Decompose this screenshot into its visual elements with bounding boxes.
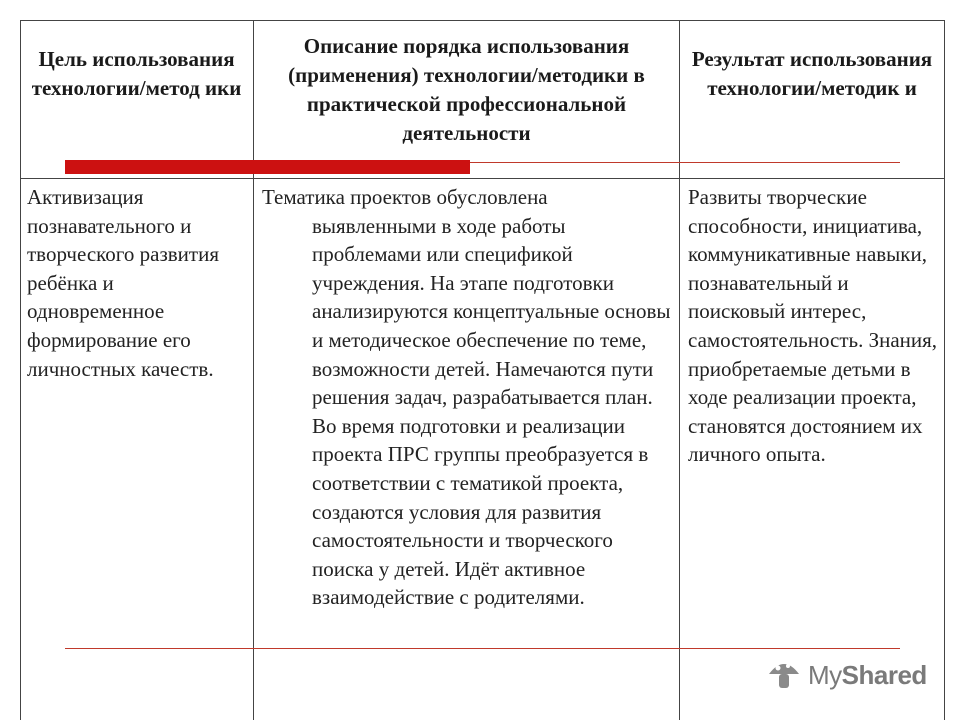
watermark-text: MyShared — [808, 659, 927, 690]
cell-description: Тематика проектов обусловлена выявленными в ходе работы проблемами или спецификой учреждения. На этапе подготовки анализируются концептуальные основы и методическое обеспечение по теме, возможности детей. Намечаются пути решения задач, разрабатывается план. Во время подготовки и реализации проекта ПРС группы преобразуется в соответствии с тематикой проекта, создаются условия для развития самостоятельности и творческого поиска у детей. Идёт активное взаимодействие с родителями. — [262, 185, 671, 610]
mysharred-watermark — [766, 655, 927, 695]
header-goal: Цель использования технологии/метод ики — [31, 47, 242, 100]
table-header-divider — [20, 178, 945, 179]
cell-result: Развиты творческие способности, инициатива, коммуникативные навыки, познавательный и поисковый интерес, самостоятельность. Знания, приобретаемые детьми в ходе реализации проекта, становятся достоянием их личного опыта. — [688, 185, 938, 467]
decorative-line-top — [470, 162, 900, 163]
decorative-red-bar — [65, 160, 470, 174]
header-description: Описание порядка использования (применения) технологии/методики в практической профессиональной деятельности — [288, 34, 645, 145]
table-right-border — [944, 20, 945, 720]
column-divider-2 — [679, 20, 680, 720]
decorative-line-bottom — [65, 648, 900, 649]
header-result: Результат использования технологии/методик и — [691, 47, 933, 100]
column-divider-1 — [253, 20, 254, 720]
table-left-border — [20, 20, 21, 720]
table-top-border — [20, 20, 945, 21]
mushroom-logo-icon — [766, 658, 802, 692]
cell-goal: Активизация познавательного и творческого развития ребёнка и одновременное формирование его личностных качеств. — [27, 185, 219, 381]
